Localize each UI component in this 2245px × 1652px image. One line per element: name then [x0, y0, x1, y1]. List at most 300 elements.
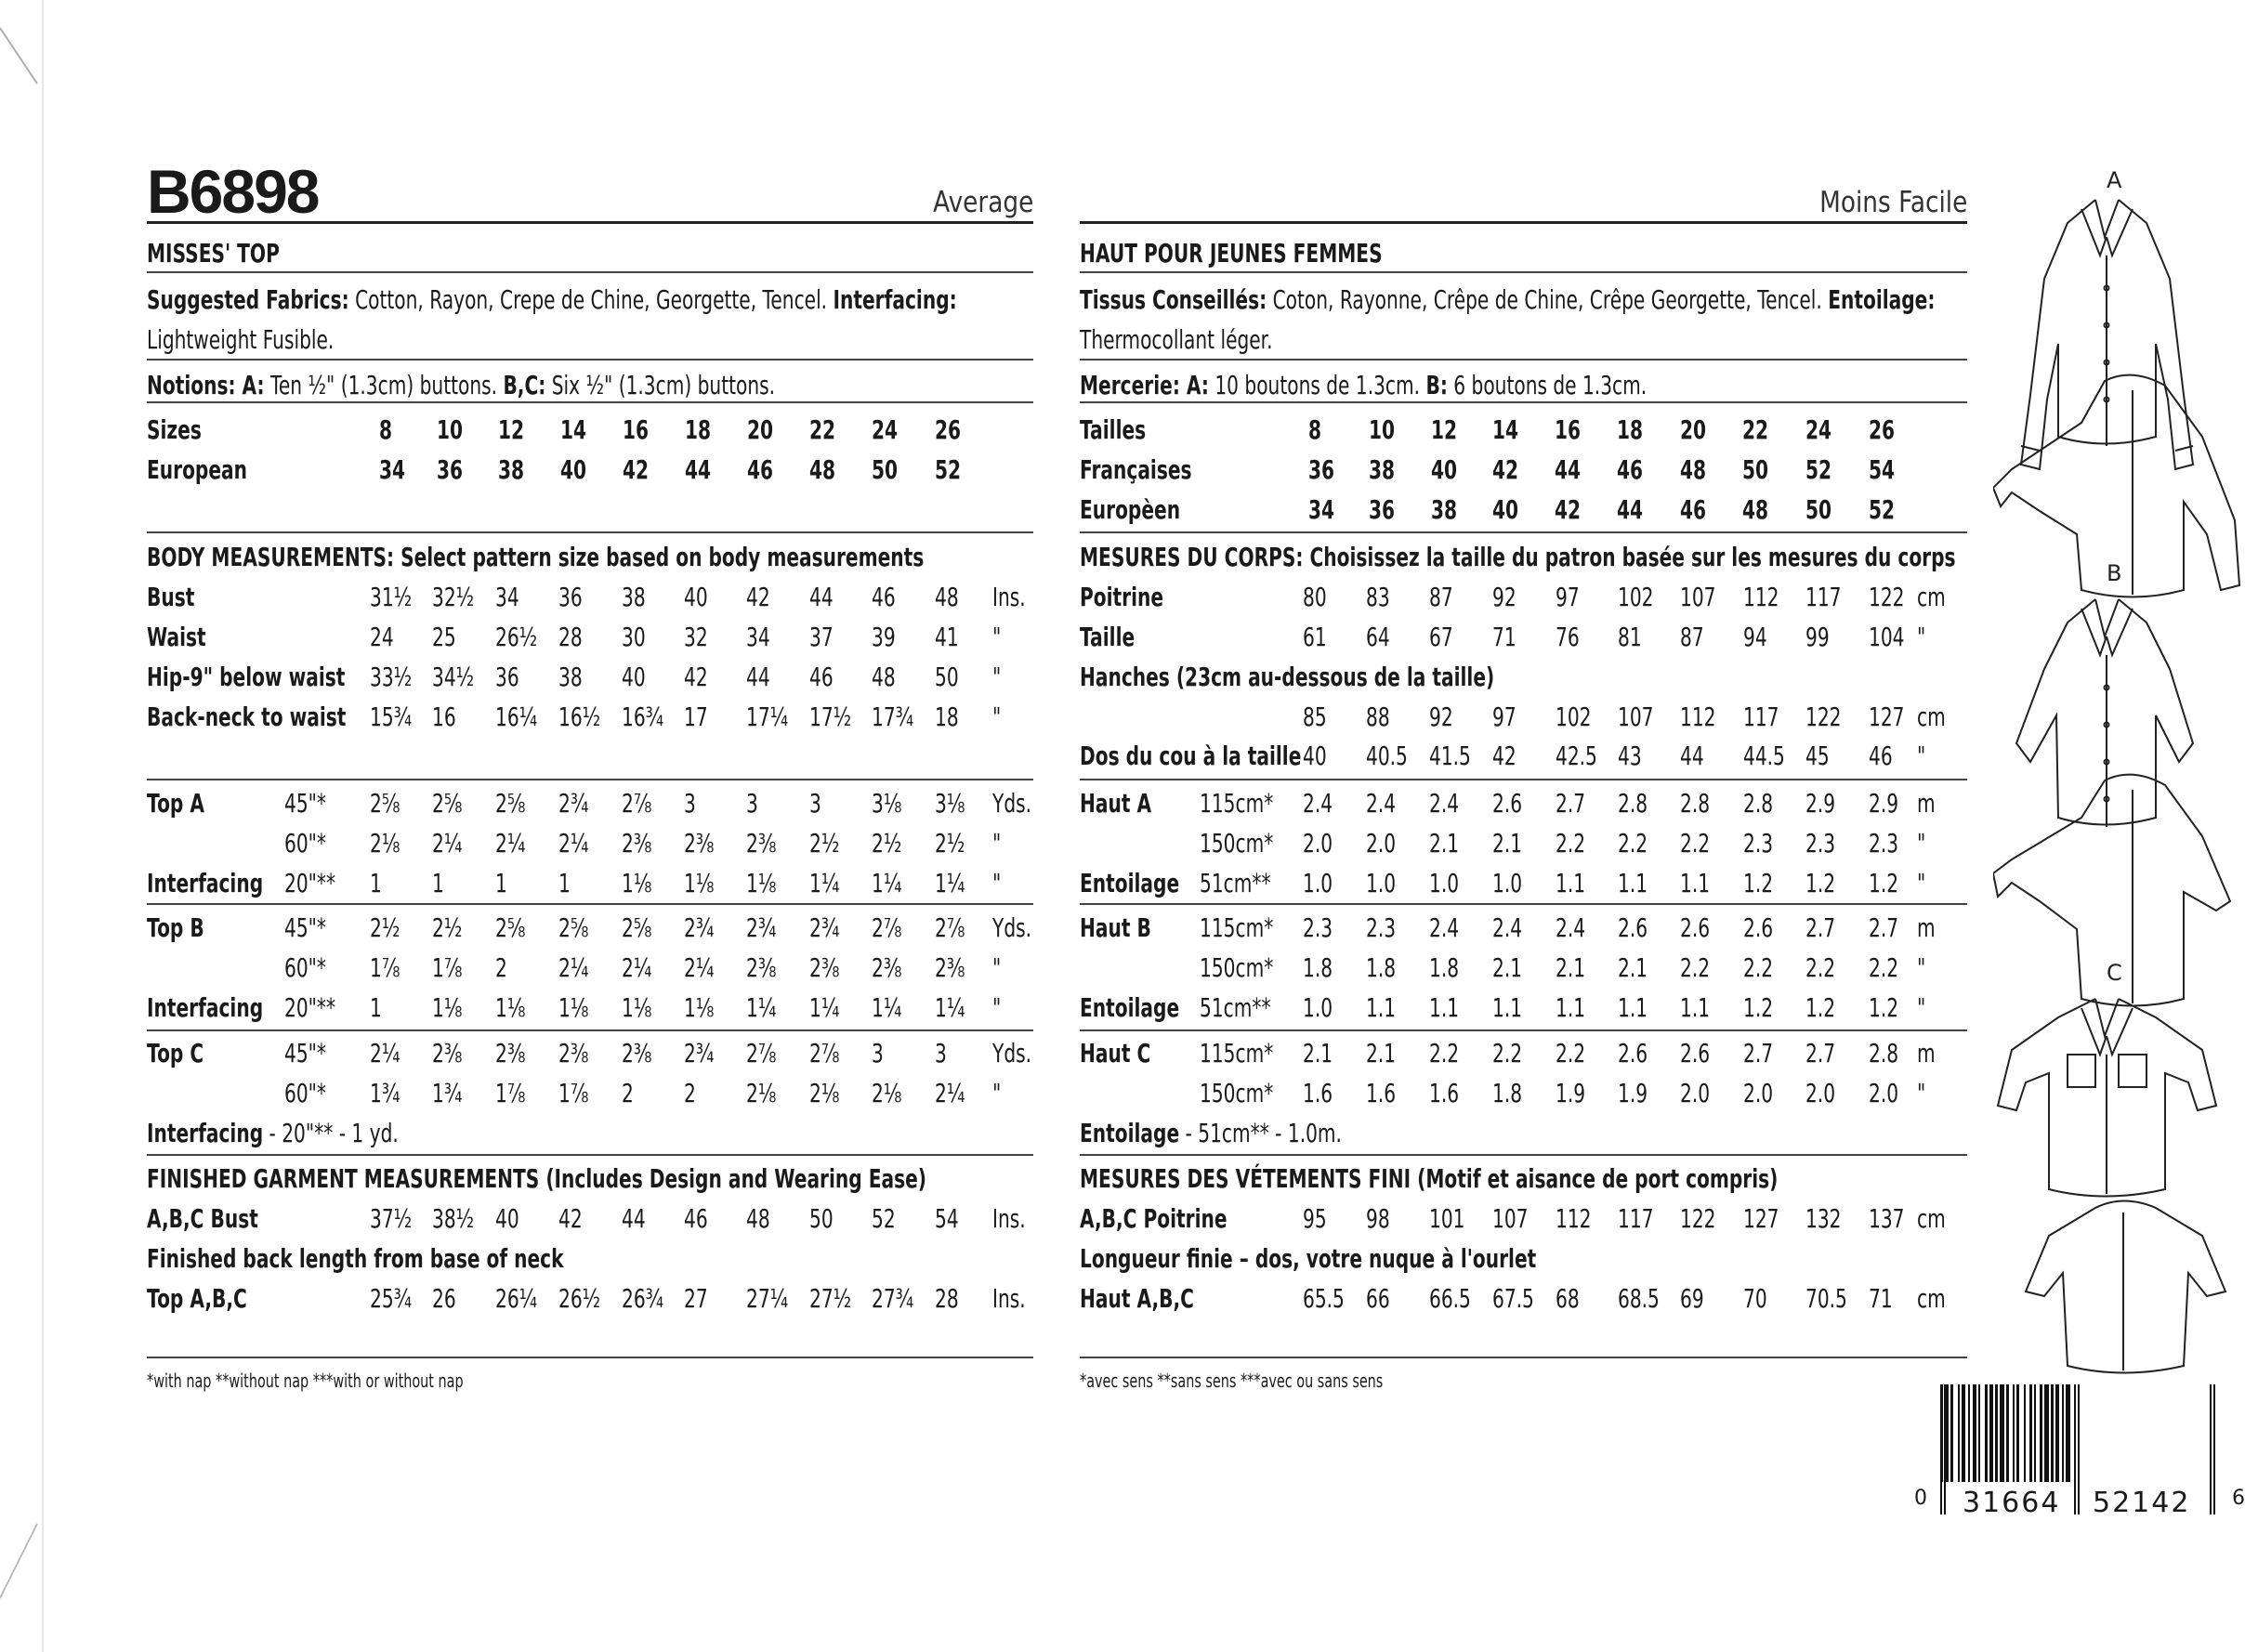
french-interfacing-c — [1080, 1118, 1342, 1149]
english-body-cell: 34½ — [432, 662, 475, 692]
english-yardage-width: 60"* — [284, 828, 327, 859]
french-size-cell: 48 — [1680, 454, 1707, 485]
english-yardage-cell: 2¼ — [370, 1038, 400, 1069]
french-body-cell: 94 — [1743, 622, 1767, 652]
french-yardage-rule-b — [1080, 1029, 1967, 1031]
french-size-cell: 14 — [1492, 414, 1519, 445]
french-interfacing-text: Thermocollant léger. — [1080, 324, 1273, 355]
french-yardage-cell: 2.3 — [1869, 828, 1899, 859]
english-title: MISSES' TOP — [147, 238, 280, 269]
french-yardage-cell: 2.8 — [1743, 788, 1774, 819]
english-finished-back-heading: Finished back length from base of neck — [147, 1243, 564, 1274]
french-size-cell: 44 — [1617, 494, 1644, 525]
english-finished-back-cell: 27¾ — [872, 1283, 914, 1314]
french-yardage-cell: 2.6 — [1618, 912, 1648, 943]
english-yardage-cell: 1¼ — [746, 992, 777, 1023]
french-finished-back-unit: cm — [1917, 1283, 1946, 1314]
french-size-cell: 10 — [1369, 414, 1396, 445]
french-yardage-cell: 2.7 — [1743, 1038, 1774, 1069]
english-finished-heading-part: FINISHED GARMENT MEASUREMENTS — [147, 1163, 540, 1194]
french-yardage-cell: 1.2 — [1869, 868, 1899, 898]
english-yardage-cell: 2⅜ — [746, 828, 777, 859]
french-yardage-cell: 1.2 — [1869, 992, 1899, 1023]
english-body-cell: 31½ — [370, 582, 413, 612]
french-finished-bust-cell: 122 — [1680, 1203, 1716, 1234]
english-body-cell: 42 — [746, 582, 770, 612]
french-finished-back-cell: 66.5 — [1429, 1283, 1471, 1314]
english-yardage-cell: 1¼ — [809, 868, 840, 898]
french-size-cell: 52 — [1805, 454, 1832, 485]
english-body-cell: 40 — [622, 662, 646, 692]
french-yardage-label: Haut B — [1080, 912, 1151, 943]
french-finished-back-label: Haut A,B,C — [1080, 1283, 1194, 1314]
english-yardage-width: 45"* — [284, 912, 327, 943]
english-size-cell: 26 — [935, 414, 962, 445]
english-body-cell: 36 — [558, 582, 583, 612]
french-yardage-rule-a — [1080, 903, 1967, 905]
french-yardage-cell: 2.4 — [1556, 912, 1586, 943]
english-body-cell: 46 — [809, 662, 834, 692]
french-body-cell: 102 — [1618, 582, 1654, 612]
english-finished-back-cell: 27½ — [809, 1283, 852, 1314]
french-yardage-cell: 2.0 — [1805, 1078, 1836, 1108]
french-finished-back-cell: 69 — [1680, 1283, 1704, 1314]
english-finished-bust-cell: 48 — [746, 1203, 770, 1234]
french-fabrics-line — [1080, 284, 1935, 316]
french-yardage-cell: 2.2 — [1805, 952, 1836, 983]
french-yardage-cell: 2.1 — [1618, 952, 1648, 983]
english-body-cell: 48 — [935, 582, 959, 612]
english-body-row-label: Back-neck to waist — [147, 701, 347, 732]
french-back-cell: 40.5 — [1366, 741, 1408, 771]
english-finished-back-cell: 25¾ — [370, 1283, 413, 1314]
english-body-cell: 38 — [622, 582, 646, 612]
english-yardage-cell: 1¼ — [935, 992, 965, 1023]
english-yardage-width: 45"* — [284, 788, 327, 819]
english-yardage-width: 20"** — [284, 868, 336, 898]
french-notions-line-part: Mercerie: A: — [1080, 370, 1209, 400]
french-yardage-cell: 1.9 — [1618, 1078, 1648, 1108]
english-yardage-cell: 2¼ — [622, 952, 652, 983]
english-body-cell: 15¾ — [370, 701, 413, 732]
french-size-cell: 48 — [1742, 494, 1769, 525]
french-interfacing-c-part: - 51cm** - 1.0m. — [1179, 1118, 1342, 1148]
english-yardage-cell: 2¼ — [432, 828, 463, 859]
english-yardage-cell: 1⅛ — [622, 992, 652, 1023]
english-yardage-cell: 2¾ — [684, 1038, 715, 1069]
french-yardage-cell: 1.8 — [1429, 952, 1460, 983]
french-size-cell: 34 — [1308, 494, 1335, 525]
french-size-cell: 54 — [1869, 454, 1896, 485]
french-size-cell: 36 — [1369, 494, 1396, 525]
french-yardage-cell: 2.2 — [1743, 952, 1774, 983]
french-yardage-cell: 2.2 — [1869, 952, 1899, 983]
english-body-cell: 36 — [495, 662, 519, 692]
english-yardage-cell: 2 — [622, 1078, 634, 1108]
french-body-row-label: Poitrine — [1080, 582, 1164, 612]
french-yardage-cell: 2.2 — [1492, 1038, 1523, 1069]
french-size-cell: 12 — [1431, 414, 1458, 445]
french-yardage-cell: 2.4 — [1492, 912, 1523, 943]
french-yardage-cell: 2.0 — [1366, 828, 1397, 859]
english-yardage-cell: 2⅞ — [935, 912, 965, 943]
french-size-cell: 18 — [1617, 414, 1644, 445]
french-finished-bust-cell: 107 — [1492, 1203, 1529, 1234]
english-body-cell: 46 — [872, 582, 896, 612]
french-body-heading: MESURES DU CORPS: Choisissez la taille du patron basée sur les mesures du corps — [1080, 542, 1956, 572]
french-yardage-cell: 2.3 — [1805, 828, 1836, 859]
french-hip-cell: 85 — [1303, 701, 1327, 732]
french-footnote: *avec sens **sans sens ***avec ou sans sens — [1080, 1370, 1384, 1392]
english-yardage-width: 20"** — [284, 992, 336, 1023]
french-finished-heading-part: (Motif et aisance de port compris) — [1411, 1163, 1779, 1194]
english-finished-bust-cell: 42 — [558, 1203, 583, 1234]
french-size-cell: 46 — [1617, 454, 1644, 485]
french-body-row-label: Taille — [1080, 622, 1136, 652]
english-finished-bust-cell: 46 — [684, 1203, 708, 1234]
english-yardage-cell: 1¼ — [872, 868, 902, 898]
french-finished-back-cell: 67.5 — [1492, 1283, 1534, 1314]
english-yardage-label: Top B — [147, 912, 204, 943]
french-yardage-cell: 1.9 — [1556, 1078, 1586, 1108]
english-yardage-cell: 2½ — [432, 912, 463, 943]
french-yardage-unit: m — [1917, 1038, 1936, 1069]
english-yardage-cell: 1⅛ — [495, 992, 526, 1023]
french-title: HAUT POUR JEUNES FEMMES — [1080, 238, 1383, 269]
french-size-cell: 36 — [1308, 454, 1335, 485]
english-notions-rule — [147, 401, 1033, 403]
french-finished-back-cell: 68 — [1556, 1283, 1580, 1314]
english-body-cell: 17½ — [809, 701, 852, 732]
french-yardage-label: Haut A — [1080, 788, 1152, 819]
french-yardage-cell: 2.8 — [1680, 788, 1711, 819]
french-yardage-cell: 1.1 — [1680, 992, 1711, 1023]
english-finished-bust-cell: 52 — [872, 1203, 896, 1234]
french-yardage-cell: 2.0 — [1743, 1078, 1774, 1108]
french-yardage-cell: 2.4 — [1366, 788, 1397, 819]
french-yardage-cell: 2.0 — [1869, 1078, 1899, 1108]
english-interfacing-c-part: Interfacing — [147, 1118, 264, 1148]
english-fabrics-line-part: Interfacing: — [833, 284, 957, 315]
english-interfacing-c — [147, 1118, 399, 1149]
french-yardage-unit: m — [1917, 912, 1936, 943]
french-yardage-cell: 1.2 — [1805, 992, 1836, 1023]
english-yardage-cell: 2⅜ — [809, 952, 840, 983]
english-size-cell: 18 — [685, 414, 712, 445]
french-yardage-cell: 1.6 — [1303, 1078, 1333, 1108]
french-yardage-unit: " — [1917, 1078, 1926, 1108]
english-yardage-cell: 2½ — [809, 828, 840, 859]
english-finished-bust-cell: 40 — [495, 1203, 519, 1234]
english-footnote: *with nap **without nap ***with or without nap — [147, 1370, 464, 1392]
french-yardage-rule-c — [1080, 1154, 1967, 1156]
english-yardage-cell: 2⅛ — [746, 1078, 777, 1108]
french-body-cell: 122 — [1869, 582, 1905, 612]
english-body-cell: 16 — [432, 701, 456, 732]
english-yardage-cell: 2⅜ — [872, 952, 902, 983]
french-yardage-label: Entoilage — [1080, 992, 1180, 1023]
english-notions-line-part: Notions: A: — [147, 370, 265, 400]
view-a-label: A — [2107, 167, 2122, 193]
french-fabrics-line-part: Tissus Conseillés: — [1080, 284, 1267, 315]
english-yardage-cell: 2⅝ — [370, 788, 400, 819]
french-hip-cell: 127 — [1869, 701, 1905, 732]
english-body-cell: 28 — [558, 622, 583, 652]
french-yardage-cell: 1.1 — [1680, 868, 1711, 898]
french-finished-back-cell: 65.5 — [1303, 1283, 1345, 1314]
french-body-cell: 107 — [1680, 582, 1716, 612]
english-body-cell: 16½ — [558, 701, 601, 732]
french-body-cell: 81 — [1618, 622, 1642, 652]
english-body-cell: 50 — [935, 662, 959, 692]
french-yardage-unit: " — [1917, 992, 1926, 1023]
french-sizes-row-label: Françaises — [1080, 454, 1192, 485]
french-finished-back-cell: 70.5 — [1805, 1283, 1847, 1314]
french-notions-line — [1080, 370, 1647, 401]
english-yardage-cell: 2¾ — [809, 912, 840, 943]
french-back-cell: 44 — [1680, 741, 1704, 771]
english-sizes-rule — [147, 531, 1033, 533]
english-sizes-row-label: European — [147, 454, 247, 485]
french-body-cell: 104 — [1869, 622, 1905, 652]
english-body-cell: 34 — [495, 582, 519, 612]
french-body-cell: 92 — [1492, 582, 1516, 612]
view-c-front-sketch — [1998, 999, 2216, 1197]
english-body-cell: 41 — [935, 622, 959, 652]
english-body-unit: " — [992, 622, 1002, 652]
french-hip-cell: 102 — [1556, 701, 1592, 732]
french-body-cell: 99 — [1805, 622, 1830, 652]
english-fabrics-rule — [147, 359, 1033, 361]
french-notions-rule — [1080, 401, 1967, 403]
french-yardage-width: 51cm** — [1200, 992, 1271, 1023]
french-back-label: Dos du cou à la taille — [1080, 741, 1302, 771]
english-yardage-unit: Yds. — [992, 1038, 1032, 1069]
french-back-cell: 40 — [1303, 741, 1327, 771]
french-yardage-unit: " — [1917, 868, 1926, 898]
barcode-first-digit: 0 — [1914, 1487, 1927, 1510]
french-yardage-cell: 2.7 — [1869, 912, 1899, 943]
french-fabrics-rule — [1080, 359, 1967, 361]
french-sizes-rule — [1080, 531, 1967, 533]
english-body-cell: 17 — [684, 701, 708, 732]
barcode-left-group: 31664 — [1963, 1487, 2061, 1519]
english-size-cell: 42 — [623, 454, 650, 485]
english-body-cell: 16¼ — [495, 701, 538, 732]
english-yardage-cell: 1 — [370, 868, 382, 898]
english-fabrics-line-part: Cotton, Rayon, Crepe de Chine, Georgette, Tencel. — [348, 284, 834, 315]
english-yardage-cell: 1 — [370, 992, 382, 1023]
french-yardage-cell: 2.6 — [1743, 912, 1774, 943]
english-sizes-row-label: Sizes — [147, 414, 202, 445]
english-yardage-cell: 2⅜ — [432, 1038, 463, 1069]
english-yardage-cell: 3 — [809, 788, 821, 819]
french-yardage-cell: 2.4 — [1303, 788, 1333, 819]
english-size-cell: 34 — [379, 454, 406, 485]
french-yardage-cell: 2.9 — [1805, 788, 1836, 819]
english-body-row-label: Bust — [147, 582, 195, 612]
french-yardage-cell: 2.6 — [1492, 788, 1523, 819]
french-yardage-cell: 2.1 — [1429, 828, 1460, 859]
french-yardage-unit: m — [1917, 788, 1936, 819]
french-finished-bust-cell: 137 — [1869, 1203, 1905, 1234]
english-body-cell: 26½ — [495, 622, 538, 652]
french-yardage-cell: 2.9 — [1869, 788, 1899, 819]
english-yardage-cell: 2½ — [370, 912, 400, 943]
french-finished-bust-unit: cm — [1917, 1203, 1946, 1234]
french-back-unit: " — [1917, 741, 1926, 771]
english-yardage-cell: 1 — [495, 868, 507, 898]
french-yardage-cell: 2.2 — [1680, 828, 1711, 859]
english-interfacing-c-part: - 20"** - 1 yd. — [263, 1118, 399, 1148]
english-yardage-width: 60"* — [284, 1078, 327, 1108]
french-size-cell: 22 — [1742, 414, 1769, 445]
french-hip-cell: 107 — [1618, 701, 1654, 732]
english-yardage-cell: 2⅜ — [684, 828, 715, 859]
english-body-cell: 34 — [746, 622, 770, 652]
french-back-cell: 46 — [1869, 741, 1893, 771]
french-finished-back-cell: 71 — [1869, 1283, 1893, 1314]
english-body-row-label: Hip-9" below waist — [147, 662, 346, 692]
english-finished-back-cell: 26½ — [558, 1283, 601, 1314]
french-yardage-unit: " — [1917, 828, 1926, 859]
english-yardage-cell: 2⅞ — [746, 1038, 777, 1069]
english-finished-bust-cell: 50 — [809, 1203, 834, 1234]
english-yardage-unit: Yds. — [992, 912, 1032, 943]
french-body-cell: 112 — [1743, 582, 1779, 612]
english-body-cell: 25 — [432, 622, 456, 652]
english-yardage-cell: 2¾ — [684, 912, 715, 943]
french-top-rule — [1080, 221, 1967, 224]
french-yardage-cell: 1.0 — [1303, 868, 1333, 898]
english-yardage-cell: 2⅜ — [495, 1038, 526, 1069]
french-hip-unit: cm — [1917, 701, 1946, 732]
english-yardage-cell: 2⅝ — [495, 788, 526, 819]
english-size-cell: 12 — [498, 414, 525, 445]
french-size-cell: 20 — [1680, 414, 1707, 445]
french-yardage-cell: 2.7 — [1805, 912, 1836, 943]
french-back-cell: 43 — [1618, 741, 1642, 771]
french-yardage-cell: 2.3 — [1743, 828, 1774, 859]
french-size-cell: 52 — [1869, 494, 1896, 525]
english-yardage-cell: 1¾ — [432, 1078, 463, 1108]
english-notions-line-part: B,C: — [503, 370, 546, 400]
french-fabrics-line-part: Coton, Rayonne, Crêpe de Chine, Crêpe Georgette, Tencel. — [1267, 284, 1829, 315]
english-yardage-cell: 2 — [495, 952, 507, 983]
english-finished-back-label: Top A,B,C — [147, 1283, 247, 1314]
french-yardage-cell: 2.4 — [1429, 912, 1460, 943]
english-notions-line-part: Six ½" (1.3cm) buttons. — [545, 370, 776, 400]
english-size-cell: 22 — [809, 414, 836, 445]
english-yardage-width: 45"* — [284, 1038, 327, 1069]
french-sizes-row-label: Europèen — [1080, 494, 1181, 525]
french-yardage-cell: 2.8 — [1869, 1038, 1899, 1069]
french-yardage-width: 150cm* — [1200, 828, 1274, 859]
english-size-cell: 38 — [498, 454, 525, 485]
english-body-cell: 17¾ — [872, 701, 914, 732]
english-yardage-cell: 2¼ — [495, 828, 526, 859]
french-hip-cell: 112 — [1680, 701, 1716, 732]
english-size-cell: 8 — [379, 414, 393, 445]
english-size-cell: 50 — [872, 454, 899, 485]
english-size-cell: 36 — [437, 454, 464, 485]
english-yardage-cell: 2⅛ — [370, 828, 400, 859]
english-body-heading: BODY MEASUREMENTS: Select pattern size based on body measurements — [147, 542, 925, 572]
english-body-cell: 40 — [684, 582, 708, 612]
french-sizes-row-label: Tailles — [1080, 414, 1147, 445]
english-yardage-cell: 2¾ — [558, 788, 589, 819]
french-body-cell: 117 — [1805, 582, 1842, 612]
french-body-cell: 87 — [1429, 582, 1453, 612]
english-finished-back-cell: 26 — [432, 1283, 456, 1314]
english-yardage-unit: " — [992, 828, 1002, 859]
english-finished-back-cell: 26¾ — [622, 1283, 664, 1314]
french-yardage-cell: 2.6 — [1680, 912, 1711, 943]
french-body-cell: 80 — [1303, 582, 1327, 612]
english-fabrics-line-part: Suggested Fabrics: — [147, 284, 349, 315]
french-size-cell: 42 — [1555, 494, 1582, 525]
english-yardage-cell: 2¼ — [684, 952, 715, 983]
english-yardage-cell: 2¼ — [558, 952, 589, 983]
french-yardage-width: 115cm* — [1200, 1038, 1274, 1069]
english-body-cell: 16¾ — [622, 701, 664, 732]
english-yardage-cell: 2¼ — [935, 1078, 965, 1108]
english-yardage-cell: 1⅛ — [558, 992, 589, 1023]
english-yardage-rule-b — [147, 1029, 1033, 1031]
english-size-cell: 40 — [560, 454, 587, 485]
french-yardage-cell: 2.4 — [1429, 788, 1460, 819]
english-finished-bust-label: A,B,C Bust — [147, 1203, 258, 1234]
english-yardage-cell: 1 — [432, 868, 444, 898]
french-size-cell: 46 — [1680, 494, 1707, 525]
french-body-cell: 83 — [1366, 582, 1390, 612]
english-yardage-cell: 3 — [935, 1038, 947, 1069]
french-hip-cell: 117 — [1743, 701, 1779, 732]
french-yardage-cell: 1.8 — [1492, 1078, 1523, 1108]
english-finished-heading-part: (Includes Design and Wearing Ease) — [539, 1163, 926, 1194]
french-fabrics-line-part: Entoilage: — [1828, 284, 1936, 315]
french-yardage-cell: 1.2 — [1743, 992, 1774, 1023]
english-yardage-cell: 1⅞ — [558, 1078, 589, 1108]
english-notions-line — [147, 370, 775, 401]
french-body-unit: " — [1917, 622, 1926, 652]
english-body-cell: 33½ — [370, 662, 413, 692]
english-yardage-cell: 2½ — [935, 828, 965, 859]
french-finished-bust-cell: 112 — [1556, 1203, 1592, 1234]
french-yardage-cell: 1.1 — [1556, 992, 1586, 1023]
english-yardage-cell: 1¾ — [370, 1078, 400, 1108]
english-yardage-cell: 2⅜ — [746, 952, 777, 983]
english-yardage-unit: Yds. — [992, 788, 1032, 819]
english-finished-bust-cell: 37½ — [370, 1203, 413, 1234]
english-body-rule — [147, 779, 1033, 780]
french-yardage-cell: 1.1 — [1492, 992, 1523, 1023]
english-yardage-cell: 1 — [558, 868, 571, 898]
view-sketches — [1993, 167, 2244, 1375]
french-notions-line-part: 10 boutons de 1.3cm. — [1208, 370, 1426, 400]
french-body-cell: 61 — [1303, 622, 1327, 652]
french-yardage-cell: 1.8 — [1303, 952, 1333, 983]
french-size-cell: 38 — [1431, 494, 1458, 525]
french-yardage-cell: 1.0 — [1429, 868, 1460, 898]
french-yardage-cell: 1.6 — [1366, 1078, 1397, 1108]
english-yardage-cell: 3 — [746, 788, 758, 819]
french-yardage-cell: 1.0 — [1492, 868, 1523, 898]
english-body-cell: 17¼ — [746, 701, 789, 732]
french-body-cell: 76 — [1556, 622, 1580, 652]
french-notions-line-part: 6 boutons de 1.3cm. — [1447, 370, 1648, 400]
english-yardage-cell: 3 — [872, 1038, 884, 1069]
